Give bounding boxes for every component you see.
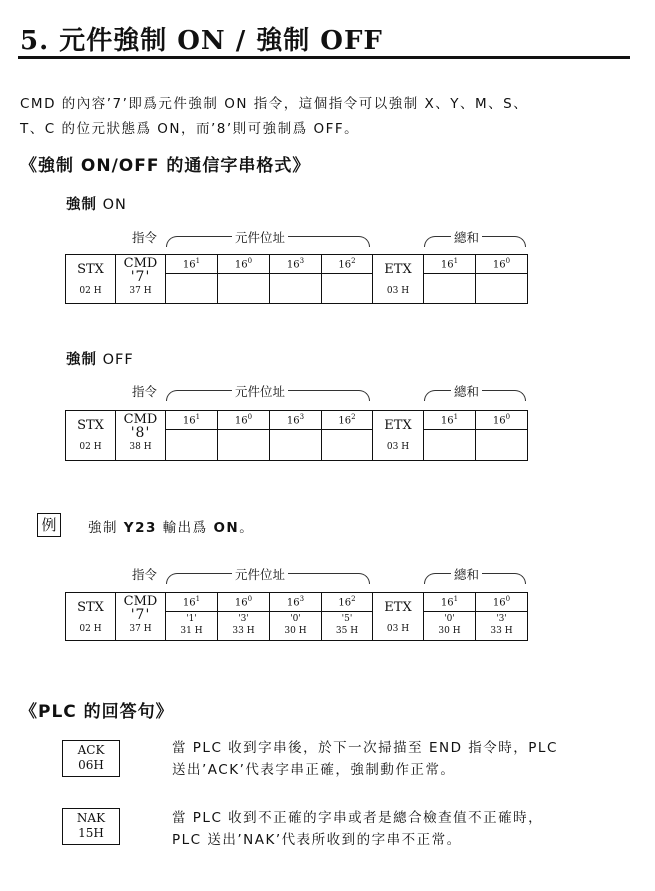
sum-power-cell: $16^1$: [424, 593, 476, 612]
stx-cell: STX 02 H: [66, 255, 116, 304]
etx-cell: ETX 03 H: [373, 593, 424, 641]
sum-power-cell: $16^1$: [424, 255, 476, 274]
force-on-frame: [65, 254, 528, 304]
force-off-title: 強制 OFF: [66, 352, 134, 368]
example-sum-label: 總和: [451, 565, 482, 583]
addr-value-cell: '1' 31 H: [166, 612, 218, 641]
addr-value-cell: '3' 33 H: [218, 612, 270, 641]
ack-code: 06H: [78, 758, 104, 772]
addr-power-cell: $16^0$: [218, 411, 270, 430]
ack-box: [62, 740, 120, 777]
ack-description-line-2: 送出’ACK’代表字串正確，強制動作正常。: [172, 762, 456, 778]
force-on-title: 強制 ON: [66, 197, 127, 213]
intro-line-2: T、C 的位元狀態爲 ON，而’8’則可強制爲 OFF。: [20, 121, 360, 137]
force-off-sum-label: 總和: [451, 382, 482, 400]
addr-power-cell: $16^1$: [166, 593, 218, 612]
addr-power-cell: $16^3$: [270, 593, 322, 612]
page-title: 5. 元件強制 ON / 強制 OFF: [20, 26, 383, 56]
example-frame: [65, 592, 528, 641]
addr-value-cell: '5' 35 H: [322, 612, 373, 641]
nak-description-line-2: PLC 送出’NAK’代表所收到的字串不正常。: [172, 832, 462, 848]
sum-power-cell: $16^0$: [476, 593, 528, 612]
nak-box: [62, 808, 120, 845]
force-off-device-label: 元件位址: [232, 382, 288, 400]
addr-power-cell: $16^1$: [166, 411, 218, 430]
addr-power-cell: $16^3$: [270, 255, 322, 274]
etx-cell: ETX 03 H: [373, 255, 424, 304]
stx-cell: STX 02 H: [66, 593, 116, 641]
addr-power-cell: $16^0$: [218, 593, 270, 612]
ack-label: ACK: [77, 743, 105, 757]
intro-line-1: CMD 的內容’7’即爲元件強制 ON 指令，這個指令可以強制 X、Y、M、S、: [20, 96, 529, 112]
example-description: 強制 Y23 輸出爲 ON。: [88, 520, 255, 536]
sum-power-cell: $16^0$: [476, 411, 528, 430]
nak-code: 15H: [78, 826, 104, 840]
sum-power-cell: $16^0$: [476, 255, 528, 274]
force-on-device-label: 元件位址: [232, 228, 288, 246]
cmd-cell: CMD '7' 37 H: [116, 593, 166, 641]
section-reply-heading: 《PLC 的回答句》: [20, 702, 174, 722]
force-on-cmd-label: 指令: [132, 230, 158, 245]
addr-power-cell: $16^0$: [218, 255, 270, 274]
title-underline: [18, 56, 630, 59]
example-tag: 例: [37, 513, 61, 537]
ack-description-line-1: 當 PLC 收到字串後，於下一次掃描至 END 指令時，PLC: [172, 740, 558, 756]
cmd-cell: CMD '7' 37 H: [116, 255, 166, 304]
force-off-cmd-label: 指令: [132, 384, 158, 399]
sum-value-cell: '0' 30 H: [424, 612, 476, 641]
sum-power-cell: $16^1$: [424, 411, 476, 430]
force-off-frame: [65, 410, 528, 461]
addr-power-cell: $16^1$: [166, 255, 218, 274]
addr-power-cell: $16^2$: [322, 593, 373, 612]
nak-label: NAK: [76, 811, 106, 825]
section-format-heading: 《強制 ON/OFF 的通信字串格式》: [20, 156, 311, 176]
addr-value-cell: '0' 30 H: [270, 612, 322, 641]
sum-value-cell: '3' 33 H: [476, 612, 528, 641]
force-on-sum-label: 總和: [451, 228, 482, 246]
addr-power-cell: $16^2$: [322, 255, 373, 274]
etx-cell: ETX 03 H: [373, 411, 424, 461]
example-cmd-label: 指令: [132, 567, 158, 582]
cmd-cell: CMD '8' 38 H: [116, 411, 166, 461]
addr-power-cell: $16^3$: [270, 411, 322, 430]
example-device-label: 元件位址: [232, 565, 288, 583]
nak-description-line-1: 當 PLC 收到不正確的字串或者是總合檢查值不正確時，: [172, 810, 544, 826]
addr-power-cell: $16^2$: [322, 411, 373, 430]
stx-cell: STX 02 H: [66, 411, 116, 461]
